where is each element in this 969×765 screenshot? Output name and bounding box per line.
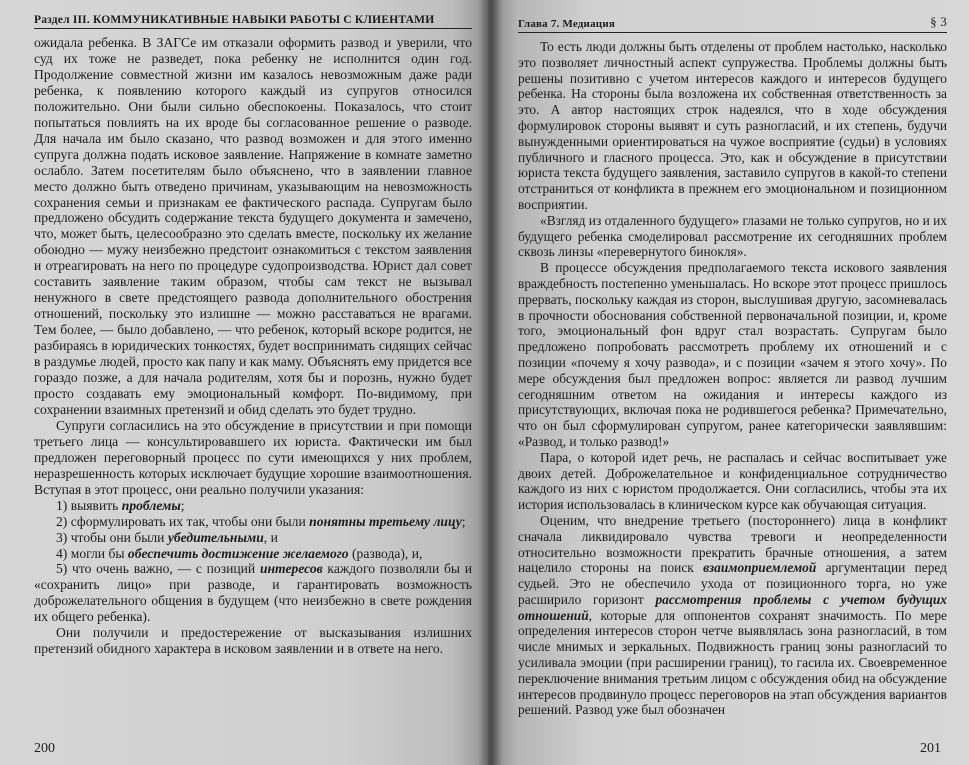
paragraph: ожидала ребенка. В ЗАГСе им отказали оформить развод и уверили, что суд их тоже не разведет, пока ребенку не исполнится один год. Продолжение совместной жизни им казалось невозможным даже ради ребенка, к появлению которого каждый из супругов относился положительно. Они были сильно обеспокоены. Показалось, что стоит попытаться повлиять на их вроде бы согласованное решение о разводе. Для начала им было сказано, что развод возможен и для этого именно супруга должна подать исковое заявление. Напряжение в комнате заметно ослабло. Затем посетителям было объяснено, что в заявлении главное место должно быть отведено причинам, указывающим на невозможность сохранения семьи и признакам ее фактического распада. Супругам было предложено обсудить содержание текста будущего документа и замечено, что, может быть, целесообразно это сделать вместе, поскольку их желание обоюдно — мужу неизбежно предстоит ознакомиться с текстом заявления и отреагировать на него по процедуре судопроизводства. Юрист дал совет составить заявление таким образом, чтобы сам текст не вызывал ненужного в свете предстоящего развода дополнительного обострения отношений, поскольку это излишне — можно расставаться не врагами. Тем более, — было добавлено, — что ребенок, который вскоре родится, не разбираясь в юридических тонкостях, будет воспринимать сидящих сейчас в раздумье людей, просто как папу и как маму. Объяснять ему придется все гораздо позже, а для начала родителям, хотя бы и порознь, нужно будет просто создавать ему эмоциональный комфорт. По-видимому, при сохранении взаимных претензий и обид сделать это будет трудно.	[34, 35, 472, 417]
right-page	[488, 0, 969, 765]
list-item: 4) могли бы обеспечить достижение желаемого (развода), и,	[56, 545, 423, 561]
running-head-left	[34, 14, 472, 29]
page-number: 200	[34, 741, 55, 756]
right-page-body	[518, 39, 947, 718]
list-item: 1) выявить проблемы;	[56, 497, 185, 513]
paragraph: Пара, о которой идет речь, не распалась и сейчас воспитывает уже двоих детей. Доброжелательное и конфиденциальное сотрудничество каждого из них с юристом продолжается. Они согласились, чтобы эта их история использовалась в клиническом курсе как обучающая ситуация.	[518, 449, 947, 513]
paragraph: В процессе обсуждения предполагаемого текста искового заявления враждебность постепенно уменьшалась. Но вскоре этот процесс пришлось прервать, поскольку каждая из сторон, выслушивая другую, засомневалась в прочности обоснования собственной первоначальной позиции, и, кроме того, эмоциональный фон вдруг стал возрастать. Супругам было предложено попробовать рассмотреть проблему их отношений и с позиции «почему я хочу развода», и с позиции «зачем я этого хочу». По мере обсуждения был предложен вопрос: является ли развод лучшим сегодняшним ответом на ожидания и интересы каждого из присутствующих, включая пока не родившегося ребенка? Примечательно, что он был сформулирован супругом, ранее категорически заявлявшим: «Развод, и только развод!»	[518, 260, 947, 449]
emphasis: понятны третьему лицу	[309, 513, 462, 529]
list-item: 3) чтобы они были убедительными, и	[56, 529, 278, 545]
emphasis: взаимоприемлемой	[703, 560, 817, 576]
page-number: 201	[920, 741, 941, 756]
list-item: 2) сформулировать их так, чтобы они были понятны третьему лицу;	[56, 513, 466, 529]
chapter-title: Глава 7. Медиация	[518, 18, 616, 30]
section-title: Раздел III. КОММУНИКАТИВНЫЕ НАВЫКИ РАБОТЫ С КЛИЕНТАМИ	[34, 14, 435, 26]
emphasis: проблемы	[121, 497, 181, 513]
emphasis: обеспечить достижение желаемого	[127, 545, 349, 561]
section-mark: § 3	[930, 14, 947, 29]
emphasis: интересов	[259, 561, 323, 577]
left-page-body	[34, 35, 472, 657]
emphasis: рассмотрения проблемы с учетом будущих отношений	[518, 591, 947, 623]
list-item: 5) что очень важно, — с позиций интересов каждого позволяли бы и «сохранить лицо» при разводе, и гарантировать возможность доброжелательного общения в будущем (что неизбежно в свете рождения их общего ребенка).	[34, 561, 473, 625]
book-gutter-shadow	[478, 0, 502, 765]
paragraph: Оценим, что внедрение третьего (постороннего) лица в конфликт сначала ликвидировало чувства тревоги и неопределенности относительно возможности прекратить брачные отношения, а затем нацелило стороны на поиск взаимоприемлемой аргументации перед судьей. Это не обеспечило ухода от позиционного торга, но уже расширило горизонт рассмотрения проблемы с учетом будущих отношений, которые для оппонентов сохранят значимость. По мере определения интересов сторон четче выявлялась зона разногласий, в том числе мнимых и зеркальных. Подвижность границ зоны разногласий то усиливала эмоции (при расширении границ), то гасила их. Своевременное переключение внимания третьим лицом с обсуждения обид на обсуждение интересов продвинуло процесс переговоров на этап обсуждения вариантов решений. Развод уже был обозначен	[518, 512, 947, 718]
running-head-right	[518, 14, 947, 33]
paragraph: «Взгляд из отдаленного будущего» глазами не только супругов, но и их будущего ребенка смоделировал рассмотрение их сегодняшних проблем сквозь линзы «перевернутого бинокля».	[518, 212, 947, 260]
paragraph: То есть люди должны быть отделены от проблем настолько, насколько это позволяет личностный аспект супружества. Проблемы должны быть решены позитивно с учетом интересов каждого и интересов будущего ребенка. На стороны была возложена их собственная ответственность за это. А автор настоящих строк надеялся, что в ходе обсуждения формулировок стороны выявят и суть разногласий, и их степень, будучи вынужденными ориентироваться на чужое восприятие (судьи) в условиях публичного и гласного процесса. Это, как и обсуждение в присутствии юриста текста будущего заявления, заставило супругов в какой-то степени отстраниться от конфликта в прежнем его эмоциональном и позиционном восприятии.	[518, 39, 947, 212]
paragraph: Они получили и предостережение от высказывания излишних претензий обидного характера в исковом заявлении и в ответе на него.	[34, 625, 472, 657]
emphasis: убедительными	[167, 529, 264, 545]
paragraph: Супруги согласились на это обсуждение в присутствии и при помощи третьего лица — консультировавшего их юриста. Фактически им был предложен переговорный процесс по сути имеющихся у них проблем, неразрешенность которых исключает будущие хорошие взаимоотношения. Вступая в этот процесс, они реально получили указания:	[34, 417, 472, 497]
